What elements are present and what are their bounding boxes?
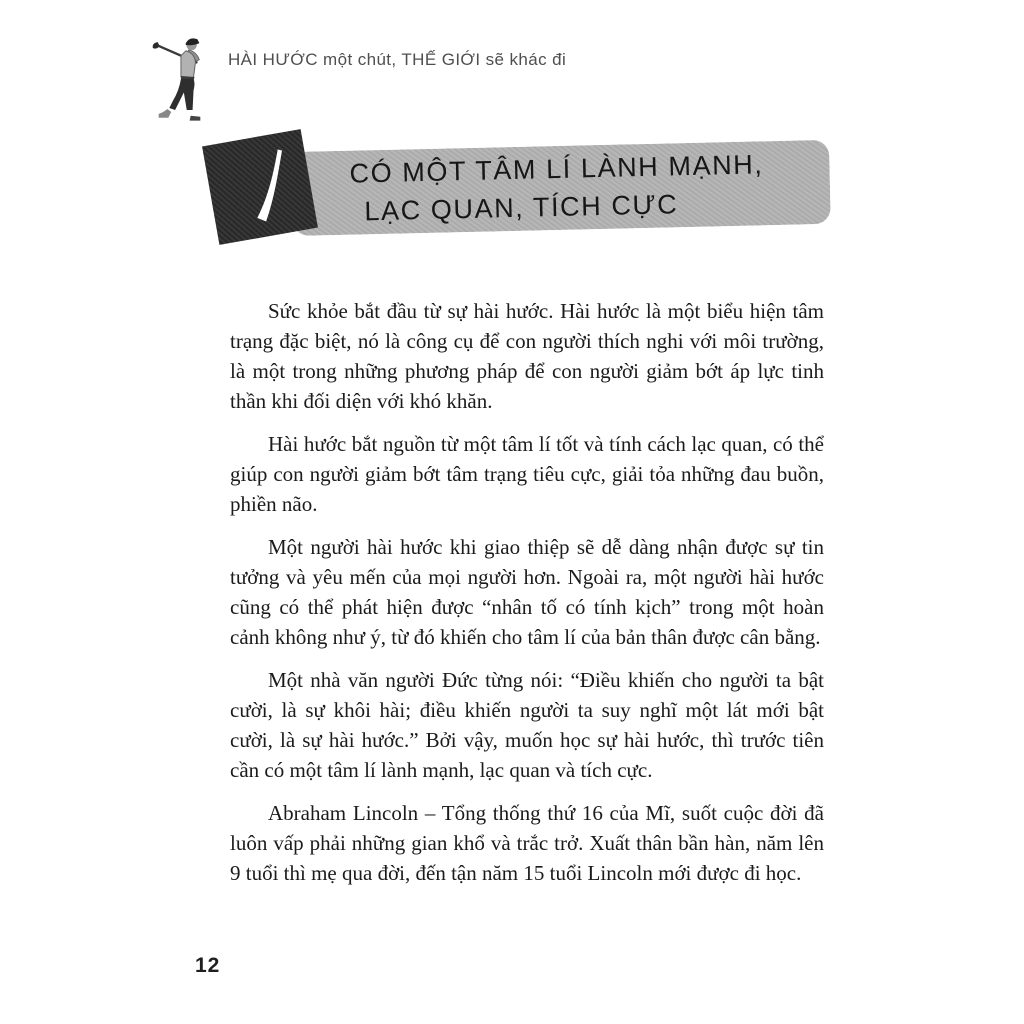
chapter-number-icon bbox=[202, 129, 318, 245]
chapter-heading bbox=[200, 133, 848, 255]
golfer-swinging-icon bbox=[148, 32, 210, 122]
chapter-title-line-1: CÓ MỘT TÂM LÍ LÀNH MẠNH, bbox=[349, 149, 764, 189]
chapter-title-banner bbox=[291, 140, 831, 236]
page-number: 12 bbox=[195, 954, 221, 977]
running-header bbox=[148, 32, 566, 122]
chapter-number-box bbox=[202, 129, 318, 245]
running-header-title: HÀI HƯỚC một chút, THẾ GIỚI sẽ khác đi bbox=[228, 50, 567, 69]
paragraph-2: Hài hước bắt nguồn từ một tâm lí tốt và tính cách lạc quan, có thể giúp con người giảm bớt tâm trạng tiêu cực, giải tỏa những đau buồn, phiền não. bbox=[230, 432, 824, 516]
paragraph-4: Một nhà văn người Đức từng nói: “Điều khiến cho người ta bật cười, là sự khôi hài; điều khiến người ta suy nghĩ một lát mới bật cười, là sự hài hước.” Bởi vậy, muốn học sự hài hước, thì trước tiên cần có một tâm lí lành mạnh, lạc quan và tích cực. bbox=[230, 668, 824, 782]
paragraph-1: Sức khỏe bắt đầu từ sự hài hước. Hài hước là một biểu hiện tâm trạng đặc biệt, nó là công cụ để con người thích nghi với môi trường, là một trong những phương pháp để con người giảm bớt áp lực tinh thần khi đối diện với khó khăn. bbox=[230, 299, 824, 413]
chapter-title-line-2: LẠC QUAN, TÍCH CỰC bbox=[364, 189, 679, 227]
body-text bbox=[230, 296, 824, 901]
paragraph-5: Abraham Lincoln – Tổng thống thứ 16 của Mĩ, suốt cuộc đời đã luôn vấp phải những gian khổ và trắc trở. Xuất thân bần hàn, năm lên 9 tuổi thì mẹ qua đời, đến tận năm 15 tuổi Lincoln mới được đi học. bbox=[230, 801, 824, 885]
paragraph-3: Một người hài hước khi giao thiệp sẽ dễ dàng nhận được sự tin tưởng và yêu mến của mọi người hơn. Ngoài ra, một người hài hước cũng có thể phát hiện được “nhân tố có tính kịch” trong một hoàn cảnh không như ý, từ đó khiến cho tâm lí của bản thân được cân bằng. bbox=[230, 535, 824, 649]
